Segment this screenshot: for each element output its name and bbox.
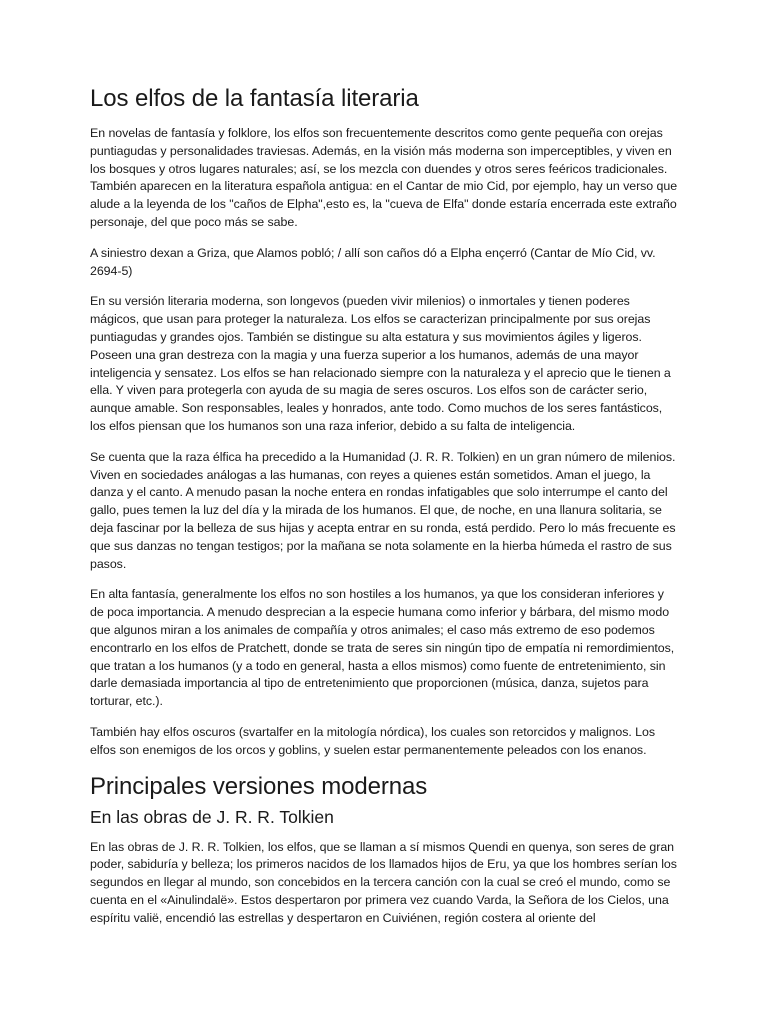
paragraph-quote: A siniestro dexan a Griza, que Alamos pobló; / allí son caños dó a Elpha ençerró (Cantar de Mío Cid, vv. 2694-5) bbox=[90, 245, 656, 278]
section-title: Principales versiones modernas bbox=[90, 772, 428, 800]
document-title: Los elfos de la fantasía literaria bbox=[90, 85, 419, 112]
paragraph-elven-race: Se cuenta que la raza élfica ha precedido a la Humanidad (J. R. R. Tolkien) en un gran número de milenios. Viven en sociedades análogas a las humanas, con reyes a quienes están sometidos. Aman el juego, la danza y el canto. A menudo pasan la noche entera en rondas infatigables que solo interrumpe el canto del gallo, pues temen la luz del día y la mirada de los humanos. El que, de noche, en una llanura solitaria, se deja fascinar por la belleza de sus hijas y acepta entrar en su ronda, está perdido. Pero lo más frecuente es que sus danzas no tengan testigos; por la mañana se nota solamente en la hierba húmeda el rastro de sus pasos. bbox=[90, 449, 676, 571]
paragraph-high-fantasy: En alta fantasía, generalmente los elfos no son hostiles a los humanos, ya que los consideran inferiores y de poca importancia. A menudo desprecian a la especie humana como inferior y bárbara, del mismo modo que algunos miran a los animales de compañía y otros animales; el caso más extremo de eso podemos encontrarlo en los elfos de Pratchett, donde se trata de seres sin ningún tipo de empatía ni remordimientos, que tratan a los humanos (y a todo en general, hasta a ellos mismos) como fuente de entretenimiento, sin darle demasiada importancia al tipo de entretenimiento que proporcionen (música, danza, sujetos para torturar, etc.). bbox=[90, 587, 675, 709]
paragraph-tolkien: En las obras de J. R. R. Tolkien, los elfos, que se llaman a sí mismos Quendi en quenya, son seres de gran poder, sabiduría y belleza; los primeros nacidos de los llamados hijos de Eru, ya que los hombres serían los segundos en llegar al mundo, son concebidos en la tercera canción con la cual se creó el mundo, como se cuenta en el «Ainulindalë». Estos despertaron por primera vez cuando Varda, la Señora de los Cielos, una espíritu valië, encendió las estrellas y despertaron en Cuiviénen, región costera al oriente del bbox=[90, 839, 677, 925]
document-page bbox=[90, 84, 680, 940]
subsection-title: En las obras de J. R. R. Tolkien bbox=[90, 806, 334, 827]
paragraph-dark-elves: También hay elfos oscuros (svartalfer en la mitología nórdica), los cuales son retorcidos y malignos. Los elfos son enemigos de los orcos y goblins, y suelen estar permanentemente peleados con los enanos. bbox=[90, 724, 655, 757]
paragraph-intro: En novelas de fantasía y folklore, los elfos son frecuentemente descritos como gente pequeña con orejas puntiagudas y personalidades traviesas. Además, en la visión más moderna son imperceptibles, y viven en los bosques y otros lugares naturales; así, se los mezcla con duendes y otros seres feéricos tradicionales. También aparecen en la literatura española antigua: en el Cantar de mio Cid, por ejemplo, hay un verso que alude a la leyenda de los "caños de Elpha",esto es, la "cueva de Elfa" donde estaría encerrada este extraño personaje, del que poco más se sabe. bbox=[90, 126, 678, 229]
paragraph-modern-version: En su versión literaria moderna, son longevos (pueden vivir milenios) o inmortales y tienen poderes mágicos, que usan para proteger la naturaleza. Los elfos se caracterizan principalmente por sus orejas puntiagudas y grandes ojos. También se distingue su alta estatura y sus movimientos ágiles y ligeros. Poseen una gran destreza con la magia y una fuerza superior a los humanos, además de una mayor inteligencia y sensatez. Los elfos se han relacionado siempre con la naturaleza y el aprecio que le tienen a ella. Y viven para protegerla con ayuda de su magia de seres oscuros. Los elfos son de carácter serio, aunque amable. Son responsables, leales y honrados, ante todo. Como muchos de los seres fantásticos, los elfos piensan que los humanos son una raza inferior, debido a su falta de inteligencia. bbox=[90, 294, 671, 433]
